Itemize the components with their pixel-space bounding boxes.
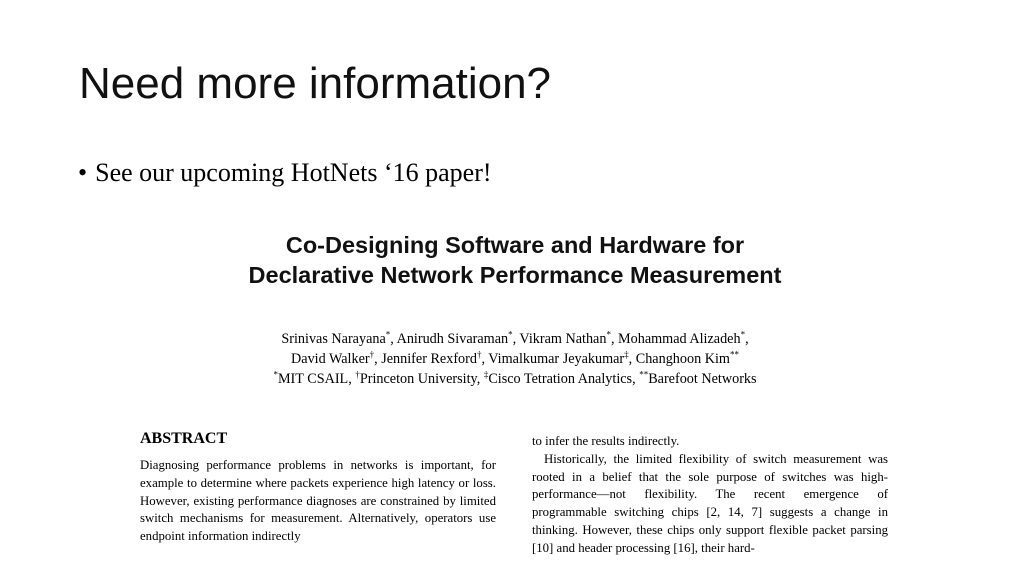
affiliation-mark: * [606, 329, 611, 340]
affiliation-mark: * [273, 369, 278, 380]
paper-title [130, 230, 900, 290]
paper-title-line-1: Co-Designing Software and Hardware for [285, 232, 745, 258]
abstract-left-column [140, 457, 496, 546]
author-name: , Changhoon Kim [628, 351, 730, 367]
slide-title: Need more information? [79, 59, 552, 108]
paper-excerpt-image [130, 222, 900, 555]
author-name: , Mohammad Alizadeh [610, 331, 741, 347]
affiliation-mark: † [476, 349, 482, 360]
affiliation-name: Cisco Tetration Analytics, [488, 371, 640, 387]
paper-authors [130, 329, 900, 389]
author-name: , Vimalkumar Jeyakumar [481, 351, 625, 367]
abstract-right-column [532, 433, 888, 558]
author-name: , Anirudh Sivaraman [390, 331, 509, 347]
affiliation-mark: ** [729, 349, 739, 360]
bullet-item [78, 157, 492, 189]
affiliation-mark: † [355, 369, 360, 380]
author-line-1 [130, 329, 900, 349]
paper-title-line-2: Declarative Network Performance Measurement [248, 262, 782, 288]
affiliations-line [130, 369, 900, 389]
author-separator: , [745, 331, 749, 347]
right-column-first-line: to infer the results indirectly. [532, 434, 680, 448]
abstract-heading: ABSTRACT [140, 430, 228, 447]
author-line-2 [130, 349, 900, 369]
affiliation-name: Barefoot Networks [648, 371, 757, 387]
author-name: , Vikram Nathan [512, 331, 607, 347]
affiliation-name: Princeton University, [359, 371, 484, 387]
affiliation-mark: ‡ [483, 369, 489, 380]
affiliation-mark: * [740, 329, 746, 340]
affiliation-mark: * [385, 329, 391, 340]
affiliation-mark: * [508, 329, 513, 340]
bullet-symbol: • [78, 158, 88, 187]
affiliation-mark: ** [639, 369, 649, 380]
bullet-text: See our upcoming HotNets ‘16 paper! [95, 158, 492, 187]
author-name: David Walker [291, 351, 370, 367]
affiliation-mark: ‡ [624, 349, 629, 360]
author-name: Srinivas Narayana [281, 331, 386, 347]
author-name: , Jennifer Rexford [374, 351, 477, 367]
affiliation-mark: † [369, 349, 375, 360]
affiliation-name: MIT CSAIL, [277, 371, 356, 387]
abstract-paragraph: Diagnosing performance problems in networks is important, for example to determine where packets experience high latency or loss. However, existing performance diagnoses are constrained by limited switch mechanisms for measurement. Alternatively, operators use endpoint information indirectly [140, 458, 496, 544]
right-column-paragraph: Historically, the limited flexibility of switch measurement was rooted in a belief that the sole purpose of switches was high-performance—not flexibility. The recent emergence of programmable switching chips [2, 14, 7] suggests a change in thinking. However, these chips only support flexible packet parsing [10] and header processing [16], their hard- [532, 451, 888, 555]
